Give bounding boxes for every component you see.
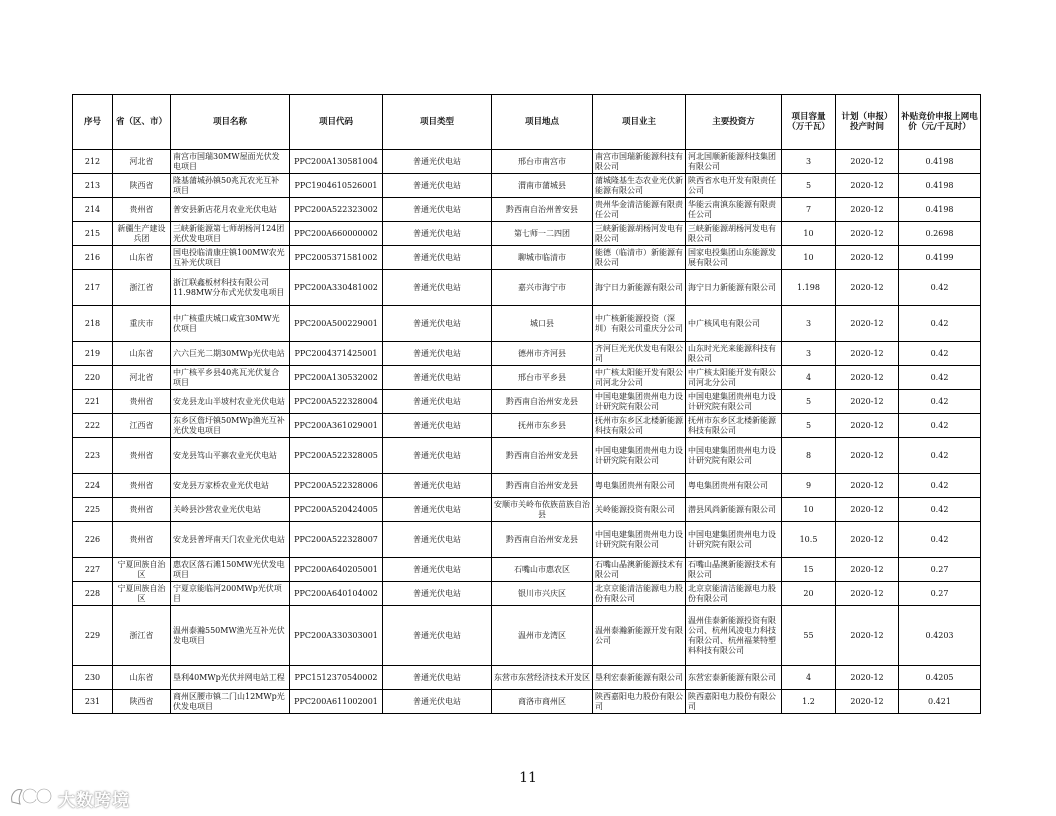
- row-project-name: 国电投临清康庄镇100MW农光互补光伏项目: [171, 246, 290, 270]
- row-project-code: PPC200A130532002: [290, 366, 383, 390]
- row-price: 0.42: [899, 414, 981, 438]
- row-price: 0.42: [899, 522, 981, 558]
- row-province: 山东省: [113, 342, 171, 366]
- row-location: 黔西南自治州安龙县: [492, 390, 593, 414]
- row-project-name: 隆基蒲城孙镇50兆瓦农光互补项目: [171, 174, 290, 198]
- row-index: 222: [73, 414, 113, 438]
- row-project-code: PPC200A522328006: [290, 474, 383, 498]
- row-investor: 抚州市东乡区北楼新能源科技有限公司: [686, 414, 782, 438]
- row-owner: 垦利宏泰新能源有限公司: [593, 666, 686, 690]
- row-investor: 陕西省水电开发有限责任公司: [686, 174, 782, 198]
- row-province: 贵州省: [113, 438, 171, 474]
- row-capacity: 3: [782, 342, 836, 366]
- row-location: 嘉兴市海宁市: [492, 270, 593, 306]
- row-price: 0.42: [899, 270, 981, 306]
- row-investor: 石嘴山晶澳新能源技术有限公司: [686, 558, 782, 582]
- header-location: 项目地点: [492, 95, 593, 150]
- row-capacity: 55: [782, 606, 836, 666]
- header-project-type: 项目类型: [383, 95, 492, 150]
- row-project-code: PPC200A522328005: [290, 438, 383, 474]
- row-location: 黔西南自治州安龙县: [492, 474, 593, 498]
- row-schedule: 2020-12: [836, 198, 899, 222]
- row-schedule: 2020-12: [836, 150, 899, 174]
- row-project-type: 普通光伏电站: [383, 246, 492, 270]
- row-project-type: 普通光伏电站: [383, 306, 492, 342]
- header-owner: 项目业主: [593, 95, 686, 150]
- row-investor: 中国电建集团贵州电力设计研究院有限公司: [686, 390, 782, 414]
- table-row: [73, 246, 981, 270]
- row-index: 224: [73, 474, 113, 498]
- row-owner: 海宁日力新能源有限公司: [593, 270, 686, 306]
- header-province: 省（区、市）: [113, 95, 171, 150]
- page-number: 11: [519, 770, 537, 786]
- row-project-code: PPC200A640104002: [290, 582, 383, 606]
- row-capacity: 7: [782, 198, 836, 222]
- row-project-name: 安龙县万家桥农业光伏电站: [171, 474, 290, 498]
- row-investor: 温州佳泰新能源投资有限公司、杭州风凌电力科技有限公司、杭州福莱特塑料科技有限公司: [686, 606, 782, 666]
- row-project-code: PPC1904610526001: [290, 174, 383, 198]
- row-project-name: 安龙县龙山半坡村农业光伏电站: [171, 390, 290, 414]
- row-capacity: 9: [782, 474, 836, 498]
- row-owner: 三峡新能源胡杨河发电有限公司: [593, 222, 686, 246]
- row-schedule: 2020-12: [836, 558, 899, 582]
- row-capacity: 4: [782, 366, 836, 390]
- header-schedule: 计划（申报）投产时间: [836, 95, 899, 150]
- row-project-name: 安龙县笃山平寨农业光伏电站: [171, 438, 290, 474]
- row-investor: 东营宏泰新能源有限公司: [686, 666, 782, 690]
- row-capacity: 1.2: [782, 690, 836, 714]
- row-capacity: 5: [782, 390, 836, 414]
- row-location: 黔西南自治州安龙县: [492, 438, 593, 474]
- row-price: 0.2698: [899, 222, 981, 246]
- row-price: 0.42: [899, 366, 981, 390]
- table-row: [73, 270, 981, 306]
- brand-logo-icon: [8, 784, 58, 813]
- row-index: 213: [73, 174, 113, 198]
- row-index: 225: [73, 498, 113, 522]
- row-investor: 中国电建集团贵州电力设计研究院有限公司: [686, 438, 782, 474]
- row-schedule: 2020-12: [836, 390, 899, 414]
- row-location: 第七师一二四团: [492, 222, 593, 246]
- row-schedule: 2020-12: [836, 438, 899, 474]
- row-capacity: 15: [782, 558, 836, 582]
- row-index: 226: [73, 522, 113, 558]
- row-capacity: 5: [782, 414, 836, 438]
- table-row: [73, 522, 981, 558]
- row-price: 0.4198: [899, 198, 981, 222]
- row-index: 217: [73, 270, 113, 306]
- row-owner: 中广核太阳能开发有限公司河北分公司: [593, 366, 686, 390]
- row-project-code: PPC1512370540002: [290, 666, 383, 690]
- row-capacity: 3: [782, 150, 836, 174]
- row-schedule: 2020-12: [836, 666, 899, 690]
- watermark-text: 大数跨境: [58, 791, 130, 811]
- row-index: 231: [73, 690, 113, 714]
- row-project-code: PPC200A361029001: [290, 414, 383, 438]
- row-project-type: 普通光伏电站: [383, 666, 492, 690]
- row-location: 德州市齐河县: [492, 342, 593, 366]
- row-project-type: 普通光伏电站: [383, 498, 492, 522]
- row-project-type: 普通光伏电站: [383, 414, 492, 438]
- row-schedule: 2020-12: [836, 306, 899, 342]
- row-investor: 中广核风电有限公司: [686, 306, 782, 342]
- row-project-name: 宁夏京能临河200MWp光伏项目: [171, 582, 290, 606]
- row-investor: 陕西嘉阳电力股份有限公司: [686, 690, 782, 714]
- row-price: 0.4205: [899, 666, 981, 690]
- row-location: 黔西南自治州安龙县: [492, 522, 593, 558]
- row-location: 抚州市东乡县: [492, 414, 593, 438]
- header-investor: 主要投资方: [686, 95, 782, 150]
- row-project-name: 温州泰瀚550MW渔光互补光伏发电项目: [171, 606, 290, 666]
- row-project-code: PPC200A520424005: [290, 498, 383, 522]
- row-project-type: 普通光伏电站: [383, 558, 492, 582]
- row-price: 0.4199: [899, 246, 981, 270]
- row-project-code: PPC200A660000002: [290, 222, 383, 246]
- header-project-code: 项目代码: [290, 95, 383, 150]
- row-project-type: 普通光伏电站: [383, 438, 492, 474]
- row-schedule: 2020-12: [836, 174, 899, 198]
- row-investor: 中广核太阳能开发有限公司河北分公司: [686, 366, 782, 390]
- row-schedule: 2020-12: [836, 366, 899, 390]
- header-index: 序号: [73, 95, 113, 150]
- row-schedule: 2020-12: [836, 246, 899, 270]
- row-index: 218: [73, 306, 113, 342]
- row-project-code: PPC200A640205001: [290, 558, 383, 582]
- row-capacity: 10: [782, 498, 836, 522]
- row-owner: 粤电集团贵州有限公司: [593, 474, 686, 498]
- row-investor: 三峡新能源胡杨河发电有限公司: [686, 222, 782, 246]
- row-project-code: PPC200A130581004: [290, 150, 383, 174]
- row-capacity: 1.198: [782, 270, 836, 306]
- row-project-type: 普通光伏电站: [383, 198, 492, 222]
- row-price: 0.42: [899, 306, 981, 342]
- row-investor: 粤电集团贵州有限公司: [686, 474, 782, 498]
- row-index: 219: [73, 342, 113, 366]
- row-province: 宁夏回族自治区: [113, 582, 171, 606]
- row-owner: 中国电建集团贵州电力设计研究院有限公司: [593, 522, 686, 558]
- table-row: [73, 690, 981, 714]
- row-investor: 国家电投集团山东能源发展有限公司: [686, 246, 782, 270]
- table-row: [73, 198, 981, 222]
- row-location: 安顺市关岭布依族苗族自治县: [492, 498, 593, 522]
- row-project-type: 普通光伏电站: [383, 270, 492, 306]
- row-project-name: 中广核重庆城口咸宜30MW光伏项目: [171, 306, 290, 342]
- row-province: 贵州省: [113, 522, 171, 558]
- row-owner: 中国电建集团贵州电力设计研究院有限公司: [593, 390, 686, 414]
- row-owner: 关岭能源投资有限公司: [593, 498, 686, 522]
- row-price: 0.27: [899, 558, 981, 582]
- row-capacity: 10: [782, 246, 836, 270]
- row-project-code: PPC200A611002001: [290, 690, 383, 714]
- row-price: 0.27: [899, 582, 981, 606]
- row-project-name: 安龙县普坪南天门农业光伏电站: [171, 522, 290, 558]
- row-project-name: 三峡新能源第七师胡杨河124团光伏发电项目: [171, 222, 290, 246]
- row-capacity: 10: [782, 222, 836, 246]
- row-province: 贵州省: [113, 198, 171, 222]
- table-header-row: [73, 95, 981, 150]
- row-project-code: PPC200A330303001: [290, 606, 383, 666]
- row-project-code: PPC200A330481002: [290, 270, 383, 306]
- row-project-name: 中广核平乡县40兆瓦光伏复合项目: [171, 366, 290, 390]
- row-province: 河北省: [113, 150, 171, 174]
- row-location: 商洛市商州区: [492, 690, 593, 714]
- row-location: 石嘴山市惠农区: [492, 558, 593, 582]
- row-project-name: 浙江联鑫板材科技有限公司11.98MW分布式光伏发电项目: [171, 270, 290, 306]
- row-index: 221: [73, 390, 113, 414]
- row-index: 229: [73, 606, 113, 666]
- row-owner: 温州泰瀚新能源开发有限公司: [593, 606, 686, 666]
- project-table: [72, 94, 981, 714]
- header-price: 补贴竞价申报上网电价（元/千瓦时）: [899, 95, 981, 150]
- row-project-type: 普通光伏电站: [383, 366, 492, 390]
- row-project-type: 普通光伏电站: [383, 582, 492, 606]
- row-project-type: 普通光伏电站: [383, 342, 492, 366]
- row-project-name: 南宫市国瑞30MW屋面光伏发电项目: [171, 150, 290, 174]
- row-project-name: 商州区腰市镇二门山12MWp光伏发电项目: [171, 690, 290, 714]
- row-project-code: PPC2004371425001: [290, 342, 383, 366]
- row-location: 温州市龙湾区: [492, 606, 593, 666]
- row-investor: 中国电建集团贵州电力设计研究院有限公司: [686, 522, 782, 558]
- table-row: [73, 222, 981, 246]
- row-owner: 齐河巨光光伏发电有限公司: [593, 342, 686, 366]
- row-province: 新疆生产建设兵团: [113, 222, 171, 246]
- row-province: 山东省: [113, 666, 171, 690]
- row-owner: 能德（临清市）新能源有限公司: [593, 246, 686, 270]
- row-location: 东营市东营经济技术开发区: [492, 666, 593, 690]
- row-price: 0.4198: [899, 174, 981, 198]
- row-project-code: PPC200A522328007: [290, 522, 383, 558]
- row-schedule: 2020-12: [836, 522, 899, 558]
- row-price: 0.4203: [899, 606, 981, 666]
- row-project-name: 关岭县沙营农业光伏电站: [171, 498, 290, 522]
- row-project-type: 普通光伏电站: [383, 150, 492, 174]
- header-project-name: 项目名称: [171, 95, 290, 150]
- row-project-name: 六六巨光二期30MWp光伏电站: [171, 342, 290, 366]
- row-province: 贵州省: [113, 498, 171, 522]
- table-row: [73, 498, 981, 522]
- row-project-name: 惠农区落石滩150MW光伏发电项目: [171, 558, 290, 582]
- row-capacity: 8: [782, 438, 836, 474]
- table-row: [73, 666, 981, 690]
- row-schedule: 2020-12: [836, 606, 899, 666]
- row-capacity: 5: [782, 174, 836, 198]
- table-row: [73, 390, 981, 414]
- row-owner: 石嘴山晶澳新能源技术有限公司: [593, 558, 686, 582]
- row-schedule: 2020-12: [836, 270, 899, 306]
- row-project-type: 普通光伏电站: [383, 174, 492, 198]
- row-index: 212: [73, 150, 113, 174]
- row-index: 220: [73, 366, 113, 390]
- row-price: 0.421: [899, 690, 981, 714]
- row-owner: 北京京能清洁能源电力股份有限公司: [593, 582, 686, 606]
- row-province: 江西省: [113, 414, 171, 438]
- table-row: [73, 582, 981, 606]
- table-row: [73, 414, 981, 438]
- row-schedule: 2020-12: [836, 342, 899, 366]
- row-project-type: 普通光伏电站: [383, 222, 492, 246]
- row-index: 230: [73, 666, 113, 690]
- row-project-name: 垦利40MWp光伏并网电站工程: [171, 666, 290, 690]
- row-index: 215: [73, 222, 113, 246]
- row-owner: 贵州华金清洁能源有限责任公司: [593, 198, 686, 222]
- row-project-code: PPC2005371581002: [290, 246, 383, 270]
- row-schedule: 2020-12: [836, 474, 899, 498]
- row-owner: 抚州市东乡区北楼新能源科技有限公司: [593, 414, 686, 438]
- row-schedule: 2020-12: [836, 414, 899, 438]
- row-location: 银川市兴庆区: [492, 582, 593, 606]
- row-price: 0.42: [899, 390, 981, 414]
- row-province: 贵州省: [113, 390, 171, 414]
- row-investor: 河北国顺新能源科技集团有限公司: [686, 150, 782, 174]
- row-project-type: 普通光伏电站: [383, 690, 492, 714]
- table-row: [73, 174, 981, 198]
- row-capacity: 4: [782, 666, 836, 690]
- row-schedule: 2020-12: [836, 222, 899, 246]
- row-price: 0.42: [899, 474, 981, 498]
- watermark: [8, 784, 130, 813]
- row-index: 214: [73, 198, 113, 222]
- row-schedule: 2020-12: [836, 582, 899, 606]
- row-location: 黔西南自治州普安县: [492, 198, 593, 222]
- table-row: [73, 474, 981, 498]
- row-investor: 华能云南滇东能源有限责任公司: [686, 198, 782, 222]
- row-capacity: 20: [782, 582, 836, 606]
- row-investor: 海宁日力新能源有限公司: [686, 270, 782, 306]
- row-project-name: 东乡区詹圩镇50MWp渔光互补光伏发电项目: [171, 414, 290, 438]
- row-project-code: PPC200A500229001: [290, 306, 383, 342]
- table-row: [73, 606, 981, 666]
- header-capacity: 项目容量（万千瓦）: [782, 95, 836, 150]
- row-index: 223: [73, 438, 113, 474]
- row-capacity: 10.5: [782, 522, 836, 558]
- table-row: [73, 366, 981, 390]
- row-province: 陕西省: [113, 690, 171, 714]
- row-location: 渭南市蒲城县: [492, 174, 593, 198]
- row-province: 山东省: [113, 246, 171, 270]
- table-row: [73, 558, 981, 582]
- row-location: 邢台市平乡县: [492, 366, 593, 390]
- row-province: 贵州省: [113, 474, 171, 498]
- row-investor: 北京京能清洁能源电力股份有限公司: [686, 582, 782, 606]
- row-project-code: PPC200A522323002: [290, 198, 383, 222]
- row-price: 0.42: [899, 498, 981, 522]
- row-location: 邢台市南宫市: [492, 150, 593, 174]
- row-location: 聊城市临清市: [492, 246, 593, 270]
- table-row: [73, 438, 981, 474]
- row-province: 重庆市: [113, 306, 171, 342]
- row-capacity: 3: [782, 306, 836, 342]
- row-owner: 中广核新能源投资（深圳）有限公司重庆分公司: [593, 306, 686, 342]
- row-province: 浙江省: [113, 606, 171, 666]
- row-province: 浙江省: [113, 270, 171, 306]
- row-investor: 潜县风尚新能源有限公司: [686, 498, 782, 522]
- row-owner: 蒲城隆基生态农业光伏新能源有限公司: [593, 174, 686, 198]
- row-price: 0.4198: [899, 150, 981, 174]
- row-price: 0.42: [899, 438, 981, 474]
- table-row: [73, 306, 981, 342]
- row-location: 城口县: [492, 306, 593, 342]
- row-price: 0.42: [899, 342, 981, 366]
- row-schedule: 2020-12: [836, 690, 899, 714]
- row-project-name: 普安县新店花月农业光伏电站: [171, 198, 290, 222]
- table-row: [73, 150, 981, 174]
- row-project-type: 普通光伏电站: [383, 474, 492, 498]
- row-project-code: PPC200A522328004: [290, 390, 383, 414]
- row-index: 227: [73, 558, 113, 582]
- row-province: 陕西省: [113, 174, 171, 198]
- row-index: 228: [73, 582, 113, 606]
- row-project-type: 普通光伏电站: [383, 390, 492, 414]
- row-owner: 中国电建集团贵州电力设计研究院有限公司: [593, 438, 686, 474]
- row-project-type: 普通光伏电站: [383, 522, 492, 558]
- row-investor: 山东时光光来能源科技有限公司: [686, 342, 782, 366]
- row-index: 216: [73, 246, 113, 270]
- row-province: 宁夏回族自治区: [113, 558, 171, 582]
- row-province: 河北省: [113, 366, 171, 390]
- row-project-type: 普通光伏电站: [383, 606, 492, 666]
- row-schedule: 2020-12: [836, 498, 899, 522]
- row-owner: 陕西嘉阳电力股份有限公司: [593, 690, 686, 714]
- row-owner: 南宫市国瑞新能源科技有限公司: [593, 150, 686, 174]
- table-row: [73, 342, 981, 366]
